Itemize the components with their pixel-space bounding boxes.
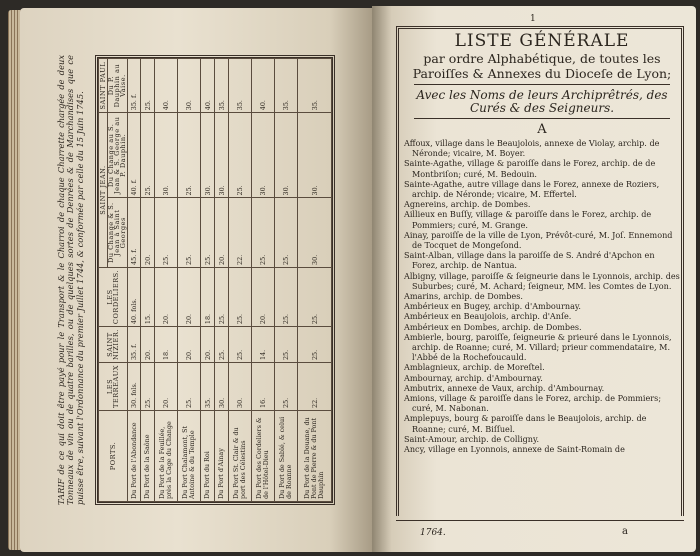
tariff-value: 25. (201, 198, 215, 267)
tariff-value: 20. (252, 267, 275, 326)
table-row (252, 59, 275, 502)
tariff-value: 16. (252, 363, 275, 411)
tariff-value: 25. (298, 267, 332, 326)
col-ports: PORTS. (99, 411, 128, 502)
tariff-value: 30. (155, 113, 178, 198)
divider (396, 520, 684, 521)
port-name: Du Port de l'Abondance (127, 411, 141, 502)
list-item: Saint-Amour, archip. de Colligny. (404, 433, 540, 444)
tariff-value: 25. (229, 267, 252, 326)
col-celestins: Du Change & S. Jean à Saint Georges (108, 198, 128, 267)
rotated-tariff (57, 55, 335, 505)
page-title: LISTE GÉNÉRALE (454, 31, 630, 51)
port-name: Du Port du Roi (201, 411, 215, 502)
list-item: Ambierle, bourg, paroiſſe, ſeigneurie & prieuré dans le Lyonnois, archip. de Roanne; curé, M. Villard; prieur commendataire, M. l'Abbé de la Rochefoucauld. (404, 331, 672, 363)
entry-list (404, 138, 680, 454)
port-name: Du Port de la Douane, du Pont de Pierre & du Pont Dauphin (298, 411, 332, 502)
tariff-value: 30. (215, 363, 229, 411)
tariff-value: 25. (141, 363, 155, 411)
tariff-value: 35. (201, 363, 215, 411)
port-name: Du Port d'Ainay (215, 411, 229, 502)
list-item: Amplepuys, bourg & paroiſſe dans le Beaujolois, archip. de Roanne; curé, M. Biſſuel. (404, 413, 647, 434)
table-row (215, 59, 229, 502)
tariff-value: 18. (155, 327, 178, 363)
tariff-value: 25. (229, 327, 252, 363)
tariff-value: 35. (298, 59, 332, 113)
tariff-value: 35. (215, 59, 229, 113)
tariff-value: 20. (215, 198, 229, 267)
port-name: Du Port de la Saône (141, 411, 155, 502)
right-page (372, 6, 696, 552)
tariff-value: 25. (275, 327, 298, 363)
tariff-value: 35. (229, 59, 252, 113)
page-content (404, 32, 680, 454)
year: 1764. (420, 528, 446, 538)
tariff-value: 30. (215, 113, 229, 198)
list-item: Ambutrix, annexe de Vaux, archip. d'Ambournay. (404, 382, 605, 393)
page-subtitle-italic: Avec les Noms de leurs Archiprêtrés, des Curés & des Seigneurs. (416, 88, 668, 115)
list-item: Ainay, paroiſſe de la ville de Lyon, Prévôt-curé, M. Joſ. Ennemond de Tocquet de Mongeſond. (404, 229, 673, 251)
list-item: Amarins, archip. de Dombes. (404, 291, 523, 302)
col-saint-paul: Du P. Dauphin au Vaise. (108, 59, 128, 113)
tariff-value: 25. (229, 113, 252, 198)
port-name: Du Port Chalamont, St Antoine & du Temple (178, 411, 201, 502)
divider (414, 84, 670, 85)
tariff-value: 22. (229, 198, 252, 267)
tariff-value: 25. (215, 267, 229, 326)
list-item: Agnereins, archip. de Dombes. (404, 199, 531, 210)
table-row (127, 59, 141, 502)
tariff-value: 20. (201, 327, 215, 363)
tariff-value: 25. (178, 113, 201, 198)
list-item: Ancy, village en Lyonnois, annexe de Saint-Romain de (404, 444, 625, 455)
list-item: Amblagnieux, archip. de Moreſtel. (404, 362, 545, 373)
list-item: Sainte-Agathe, village & paroiſſe dans le Forez, archip. de de Montbriſon; curé, M. Bedouin. (404, 158, 656, 179)
port-name: Du Port des Cordeliers & de l'Hôtel-Dieu (252, 411, 275, 502)
table-row (229, 59, 252, 502)
tariff-value: 25. (298, 327, 332, 363)
tariff-value: 25. (155, 198, 178, 267)
signature-mark: a (622, 526, 628, 537)
tariff-table (98, 58, 332, 502)
tariff-table-frame (95, 55, 335, 505)
divider (414, 118, 670, 119)
tariff-value: 25. (252, 198, 275, 267)
tariff-value: 30. (298, 198, 332, 267)
tariff-value: 20. (178, 267, 201, 326)
table-row (275, 59, 298, 502)
tariff-value: 35. f. (127, 327, 141, 363)
tariff-value: 30. (229, 363, 252, 411)
col-cordeliers: LES CORDELIERS. (99, 267, 128, 326)
tariff-value: 25. (141, 113, 155, 198)
tariff-value: 30. (298, 113, 332, 198)
col-terreaux: LES TERREAUX (99, 363, 128, 411)
tariff-value: 30. fols. (127, 363, 141, 411)
table-row (201, 59, 215, 502)
left-page (20, 8, 372, 552)
list-item: Albigny, village, paroiſſe & ſeigneurie dans le Lyonnois, archip. des Suburbes; curé, M. Achard; ſeigneur, MM. les Comtes de Lyon. (404, 270, 680, 291)
tariff-value: 40. f. (127, 113, 141, 198)
tariff-value: 20. (141, 198, 155, 267)
page-number: 1 (530, 14, 536, 24)
tariff-value: 40. (252, 59, 275, 113)
tariff-value: 25. (275, 198, 298, 267)
tariff-value: 35. f. (127, 59, 141, 113)
tariff-value: 40. (201, 59, 215, 113)
list-item: Ambournay, archip. d'Ambournay. (404, 372, 543, 383)
list-item: Ambérieux en Beaujolois, archip. d'Anſe. (404, 311, 572, 322)
section-letter: A (537, 122, 547, 137)
tariff-value: 25. (275, 267, 298, 326)
port-name: Du Port de la Feuillée, près la Cage du Change (155, 411, 178, 502)
list-item: Amions, village & paroiſſe dans le Forez, archip. de Pommiers; curé, M. Nabonan. (404, 393, 662, 414)
tariff-value: 30. (275, 113, 298, 198)
table-row (141, 59, 155, 502)
list-item: Ambérieux en Dombes, archip. de Dombes. (404, 321, 582, 332)
tariff-value: 25. (178, 363, 201, 411)
list-item: Ambérieux en Bugey, archip. d'Ambournay. (404, 301, 581, 312)
port-name: Du Port de Sablé, & celui de Roanne (275, 411, 298, 502)
tariff-value: 25. (178, 198, 201, 267)
tariff-value: 45. f. (127, 198, 141, 267)
tariff-value: 25. (215, 327, 229, 363)
tariff-value: 20. (141, 327, 155, 363)
list-item: Saint-Alban, village dans la paroiſſe de S. André d'Apchon en Forez, archip. de Nantua. (404, 250, 655, 271)
tariff-value: 40. (155, 59, 178, 113)
col-saint-nizier: SAINT NIZIER. (99, 327, 128, 363)
tariff-value: 30. (178, 59, 201, 113)
tariff-value: 20. (155, 267, 178, 326)
tariff-value: 20. (155, 363, 178, 411)
tariff-value: 20. (178, 327, 201, 363)
tariff-value: 25. (141, 59, 155, 113)
col-change: Du Change au S. Jean & S. George au P. Dauphin. (108, 113, 128, 198)
tariff-value: 35. (275, 59, 298, 113)
port-name: Du Port St. Clair & du port des Célestins (229, 411, 252, 502)
col-group-saint-jean: SAINT JEAN. (99, 113, 108, 268)
tariff-value: 18. (201, 267, 215, 326)
tariff-value: 15. (141, 267, 155, 326)
list-item: Aillieux en Buſſy, village & paroiſſe dans le Forez, archip. de Pommiers; curé, M. Grange. (404, 209, 652, 230)
table-row (178, 59, 201, 502)
col-group-saint-paul: SAINT PAUL (99, 59, 108, 113)
tariff-value: 30. (252, 113, 275, 198)
tariff-value: 25. (275, 363, 298, 411)
table-row (155, 59, 178, 502)
list-item: Sainte-Agathe, autre village dans le Forez, annexe de Roziers, archip. de Néronde; vicaire, M. Effertel. (404, 178, 660, 200)
tariff-value: 40. fols. (127, 267, 141, 326)
tariff-heading: TARIF de ce qui doit être payé pour le Transport & le Charroi de chaque Charrette chargée de deux Tonneaux de vin ou de quatre barilles, ou de quelques sortes de Denrées & de Marchandises que ce puisse être, suivant l'Ordonnance du premier Juillet 1744, & conformée par celle du 15 Juin 1745. (56, 55, 85, 505)
open-book (8, 4, 696, 554)
tariff-value: 14. (252, 327, 275, 363)
table-row (298, 59, 332, 502)
list-item: Affoux, village dans le Beaujolois, annexe de Violay, archip. de Néronde; vicaire, M. Boyer. (404, 138, 660, 159)
tariff-value: 30. (201, 113, 215, 198)
page-subtitle: par ordre Alphabétique, de toutes les Paroiſſes & Annexes du Dioceſe de Lyon; (412, 51, 672, 81)
tariff-value: 22. (298, 363, 332, 411)
